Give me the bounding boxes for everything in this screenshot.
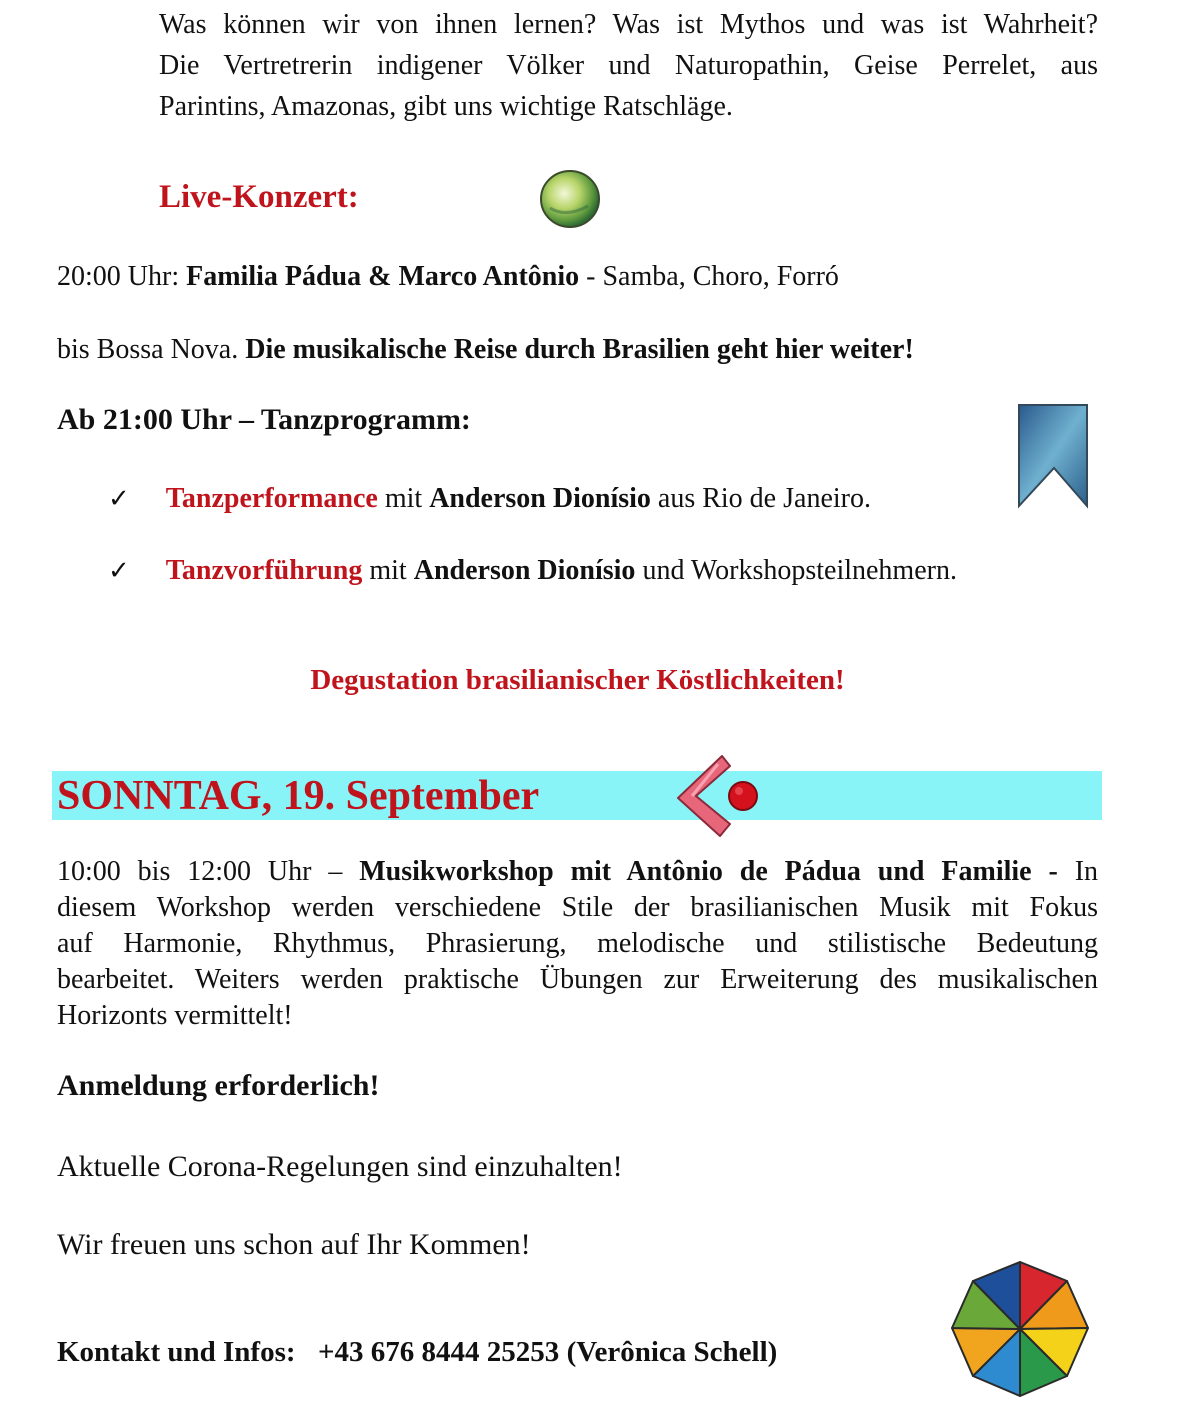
blue-pennant-icon: [1015, 402, 1091, 510]
workshop-time: 10:00 bis 12:00 Uhr –: [57, 856, 343, 887]
green-globe-icon: [538, 168, 602, 230]
concert-genres: - Samba, Choro, Forró: [586, 261, 839, 292]
workshop-paragraph: [57, 854, 1098, 1034]
intro-line-2: Die Vertretrerin indigener Völker und Naturopathin, Geise Perrelet, aus: [159, 50, 1098, 81]
dance-item-title: Tanzvorführung: [165, 555, 363, 586]
concert-time: 20:00 Uhr:: [57, 261, 180, 292]
concert-artists: Familia Pádua & Marco Antônio: [186, 261, 580, 292]
intro-line-1: Was können wir von ihnen lernen? Was ist Mythos und was ist Wahrheit?: [159, 9, 1098, 40]
contact-label: Kontakt und Infos:: [57, 1336, 296, 1368]
workshop-line-3: auf Harmonie, Rhythmus, Phrasierung, melodische und stilistische Bedeutung: [57, 928, 1098, 959]
dance-item-person: Anderson Dionísio: [413, 555, 636, 586]
sunday-title: SONNTAG, 19. September: [57, 773, 540, 819]
live-concert-heading: Live-Konzert:: [159, 179, 359, 215]
concert-line-2: [57, 333, 914, 367]
dance-heading: Ab 21:00 Uhr – Tanzprogramm:: [57, 403, 471, 436]
contact-phone[interactable]: +43 676 8444 25253: [318, 1336, 560, 1368]
dance-item-2: [108, 554, 957, 588]
dance-item-mid: mit: [369, 555, 407, 586]
rainbow-octagon-icon: [948, 1258, 1092, 1400]
intro-line-3: Parintins, Amazonas, gibt uns wichtige Ratschläge.: [159, 91, 733, 122]
dance-item-1: [108, 482, 871, 516]
concert-line-1: [57, 260, 839, 294]
workshop-title: Musikworkshop mit Antônio de Pádua und Familie -: [359, 856, 1058, 887]
dance-item-title: Tanzperformance: [165, 483, 378, 514]
corona-note: Aktuelle Corona-Regelungen sind einzuhalten!: [57, 1150, 623, 1183]
workshop-line-4: bearbeitet. Weiters werden praktische Übungen zur Erweiterung des musikalischen: [57, 964, 1098, 995]
workshop-line-2: diesem Workshop werden verschiedene Stile der brasilianischen Musik mit Fokus: [57, 892, 1098, 923]
dance-item-person: Anderson Dionísio: [429, 483, 651, 514]
concert-line2-bold: Die musikalische Reise durch Brasilien geht hier weiter!: [245, 334, 914, 365]
contact-line: [57, 1336, 777, 1369]
dance-item-rest: und Workshopsteilnehmern.: [642, 555, 957, 586]
checkmark-icon: ✓: [108, 556, 130, 586]
registration-note: Anmeldung erforderlich!: [57, 1069, 380, 1102]
workshop-line-1: [57, 854, 1098, 890]
intro-paragraph: [159, 4, 1098, 127]
dance-item-rest: aus Rio de Janeiro.: [657, 483, 871, 514]
red-dot-icon: [726, 779, 760, 813]
dance-item-mid: mit: [384, 483, 423, 514]
concert-line2-plain: bis Bossa Nova.: [57, 334, 239, 365]
welcome-note: Wir freuen uns schon auf Ihr Kommen!: [57, 1228, 531, 1261]
checkmark-icon: ✓: [108, 484, 130, 514]
workshop-line-5: Horizonts vermittelt!: [57, 1000, 293, 1031]
degustation-text: Degustation brasilianischer Köstlichkeiten!: [310, 664, 845, 696]
contact-name: (Verônica Schell): [566, 1336, 778, 1368]
workshop-line1-tail: In: [1074, 856, 1099, 887]
